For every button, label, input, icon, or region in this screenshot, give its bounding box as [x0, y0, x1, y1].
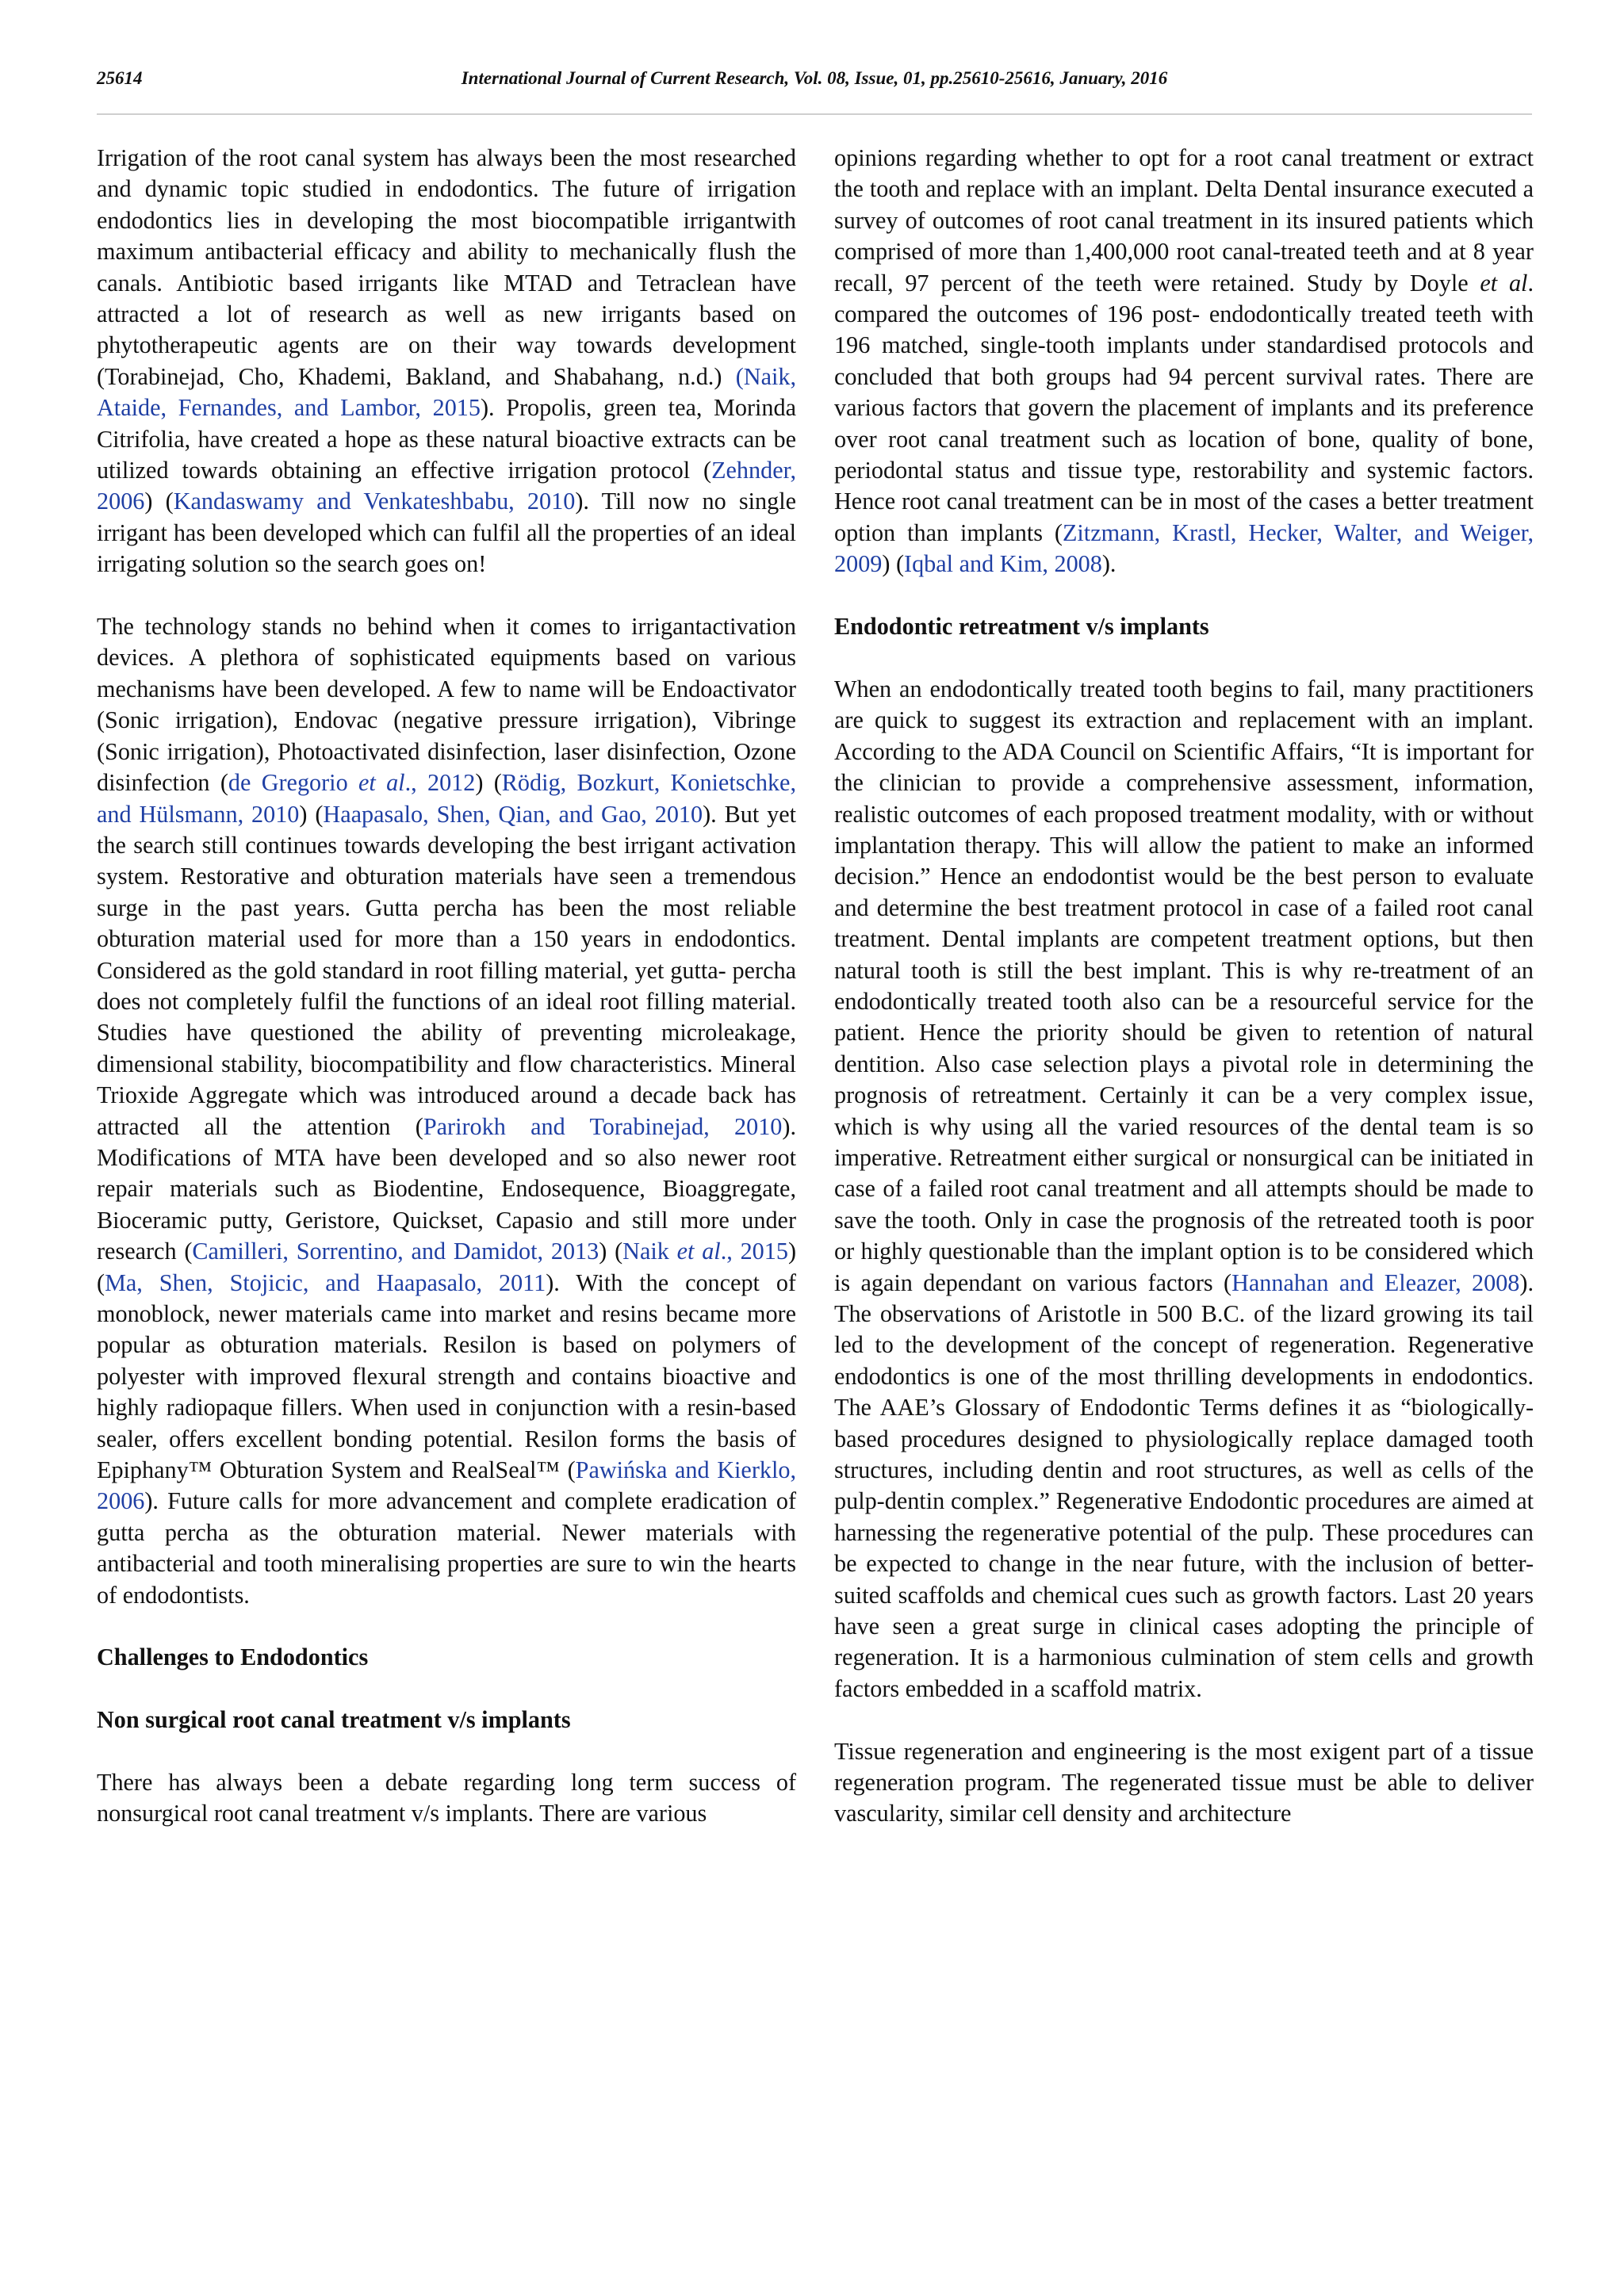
- citation-link[interactable]: Hannahan and Eleazer, 2008: [1231, 1269, 1520, 1296]
- citation-link[interactable]: Parirokh and Torabinejad, 2010: [423, 1112, 783, 1140]
- citation-link[interactable]: Zehnder, 2006: [97, 457, 796, 515]
- citation-link[interactable]: Zitzmann, Krastl, Hecker, Walter, and Weiger, 2009: [834, 519, 1534, 578]
- paragraph: The technology stands no behind when it comes to irrigantactivation devices. A plethora of sophisticated equipments based on various mechanisms have been developed. A few to name will be Endoactivator (Sonic irrigation), Endovac (negative pressure irrigation), Vibringe (Sonic irrigation), Photoactivated disinfection, laser disinfection, Ozone disinfection (de Gregorio et al., 2012) (Rödig, Bozkurt, Konietschke, and Hülsmann, 2010) (Haapasalo, Shen, Qian, and Gao, 2010). But yet the search still continues towards developing the best irrigant activation system. Restorative and obturation materials have seen a tremendous surge in the past years. Gutta percha has been the most reliable obturation material used for more than a 150 years in endodontics. Considered as the gold standard in root filling material, yet gutta- percha does not completely fulfil the functions of an ideal root filling material. Studies have questioned the ability of preventing microleakage, dimensional stability, biocompatibility and flow characteristics. Mineral Trioxide Aggregate which was introduced around a decade back has attracted all the attention (Parirokh and Torabinejad, 2010). Modifications of MTA have been developed and so also newer root repair materials such as Biodentine, Endosequence, Bioaggregate, Bioceramic putty, Geristore, Quickset, Capasio and still more under research (Camilleri, Sorrentino, and Damidot, 2013) (Naik et al., 2015) (Ma, Shen, Stojicic, and Haapasalo, 2011). With the concept of monoblock, newer materials came into market and resins became more popular as obturation materials. Resilon is based on polymers of polyester with improved flexural strength and contains bioactive and highly radiopaque fillers. When used in conjunction with a resin-based sealer, offers excellent bonding potential. Resilon forms the basis of Epiphany™ Obturation System and RealSeal™ (Pawińska and Kierklo, 2006). Future calls for more advancement and complete eradication of gutta percha as the obturation material. Newer materials with antibacterial and tooth mineralising properties are sure to win the hearts of endodontists.: [97, 613, 797, 1609]
- right-column: [834, 143, 1534, 1861]
- paragraph: When an endodontically treated tooth begins to fail, many practitioners are quick to suggest its extraction and replacement with an implant. According to the ADA Council on Scientific Affairs, “It is important for the clinician to provide a comprehensive assessment, information, realistic outcomes of each proposed treatment modality, with or without implantation therapy. This will allow the patient to make an informed decision.” Hence an endodontist would be the best person to evaluate and determine the best treatment protocol in case of a failed root canal treatment. Dental implants are competent treatment options, but then natural tooth is still the best implant. This is why re-treatment of an endodontically treated tooth also can be a resourceful service for the patient. Hence the priority should be given to retention of natural dentition. Also case selection plays a pivotal role in determining the prognosis of retreatment. Certainly it can be a very complex issue, which is why using all the varied resources of the dental team is so imperative. Retreatment either surgical or nonsurgical can be initiated in case of a failed root canal treatment and all attempts should be made to save the tooth. Only in case the prognosis of the retreated tooth is poor or highly questionable than the implant option is to be considered which is again dependant on various factors (Hannahan and Eleazer, 2008). The observations of Aristotle in 500 B.C. of the lizard growing its tail led to the development of the concept of regeneration. Regenerative endodontics is one of the most thrilling developments in endodontics. The AAE’s Glossary of Endodontic Terms defines it as “biologically-based procedures designed to physiologically replace damaged tooth structures, including dentin and root structures, as well as cells of the pulp-dentin complex.” Regenerative Endodontic procedures are aimed at harnessing the regenerative potential of the pulp. These procedures can be expected to change in the near future, with the inclusion of better-suited scaffolds and chemical cues such as growth factors. Last 20 years have seen a great surge in clinical cases adopting the principle of regeneration. It is a harmonious culmination of stem cells and growth factors embedded in a scaffold matrix.: [834, 675, 1534, 1702]
- subsection-heading: Endodontic retreatment v/s implants: [834, 613, 1209, 641]
- citation-link[interactable]: (Naik, Ataide, Fernandes, and Lambor, 2015: [97, 362, 796, 422]
- page-number: 25614: [97, 68, 143, 88]
- subsection-heading: Non surgical root canal treatment v/s implants: [97, 1706, 571, 1734]
- journal-title: International Journal of Current Research, Vol. 08, Issue, 01, pp.25610-25616, January, 2016: [461, 68, 1168, 88]
- citation-link[interactable]: de Gregorio et al., 2012: [228, 769, 476, 797]
- paragraph: opinions regarding whether to opt for a root canal treatment or extract the tooth and replace with an implant. Delta Dental insurance executed a survey of outcomes of root canal treatment in its insured patients which comprised of more than 1,400,000 root canal-treated teeth and at 8 year recall, 97 percent of the teeth were retained. Study by Doyle et al. compared the outcomes of 196 post- endodontically treated teeth with 196 matched, single-tooth implants under standardised protocols and concluded that both groups had 94 percent survival rates. There are various factors that govern the placement of implants and its preference over root canal treatment such as location of bone, quality of bone, periodontal status and tissue type, restorability and systemic factors. Hence root canal treatment can be in most of the cases a better treatment option than implants (Zitzmann, Krastl, Hecker, Walter, and Weiger, 2009) (Iqbal and Kim, 2008).: [834, 144, 1534, 578]
- header-rule: [97, 113, 1532, 115]
- citation-link[interactable]: Ma, Shen, Stojicic, and Haapasalo, 2011: [105, 1269, 546, 1296]
- citation-link[interactable]: Haapasalo, Shen, Qian, and Gao, 2010: [323, 800, 703, 828]
- paragraph: Tissue regeneration and engineering is the most exigent part of a tissue regeneration program. The regenerated tissue must be able to deliver vascularity, similar cell density and architecture: [834, 1737, 1534, 1827]
- citation-link[interactable]: Rödig, Bozkurt, Konietschke, and Hülsmann, 2010: [97, 769, 796, 828]
- section-heading: Challenges to Endodontics: [97, 1644, 369, 1671]
- left-column: [97, 143, 796, 1861]
- running-header: [97, 63, 1532, 95]
- paragraph: There has always been a debate regarding long term success of nonsurgical root canal treatment v/s implants. There are various: [97, 1769, 796, 1827]
- citation-link[interactable]: Camilleri, Sorrentino, and Damidot, 2013: [192, 1238, 599, 1265]
- citation-link[interactable]: Naik et al., 2015: [622, 1238, 788, 1265]
- citation-link[interactable]: Kandaswamy and Venkateshbabu, 2010: [173, 488, 576, 515]
- citation-link[interactable]: Pawińska and Kierklo, 2006: [97, 1456, 796, 1515]
- paragraph: Irrigation of the root canal system has always been the most researched and dynamic topic studied in endodontics. The future of irrigation endodontics lies in developing the most biocompatible irrigantwith maximum antibacterial efficacy and ability to mechanically flush the canals. Antibiotic based irrigants like MTAD and Tetraclean have attracted a lot of research as well as new irrigants based on phytotherapeutic agents are on their way towards development (Torabinejad, Cho, Khademi, Bakland, and Shabahang, n.d.) (Naik, Ataide, Fernandes, and Lambor, 2015). Propolis, green tea, Morinda Citrifolia, have created a hope as these natural bioactive extracts can be utilized towards obtaining an effective irrigation protocol (Zehnder, 2006) (Kandaswamy and Venkateshbabu, 2010). Till now no single irrigant has been developed which can fulfil all the properties of an ideal irrigating solution so the search goes on!: [97, 144, 796, 578]
- citation-link[interactable]: Iqbal and Kim, 2008: [904, 550, 1102, 578]
